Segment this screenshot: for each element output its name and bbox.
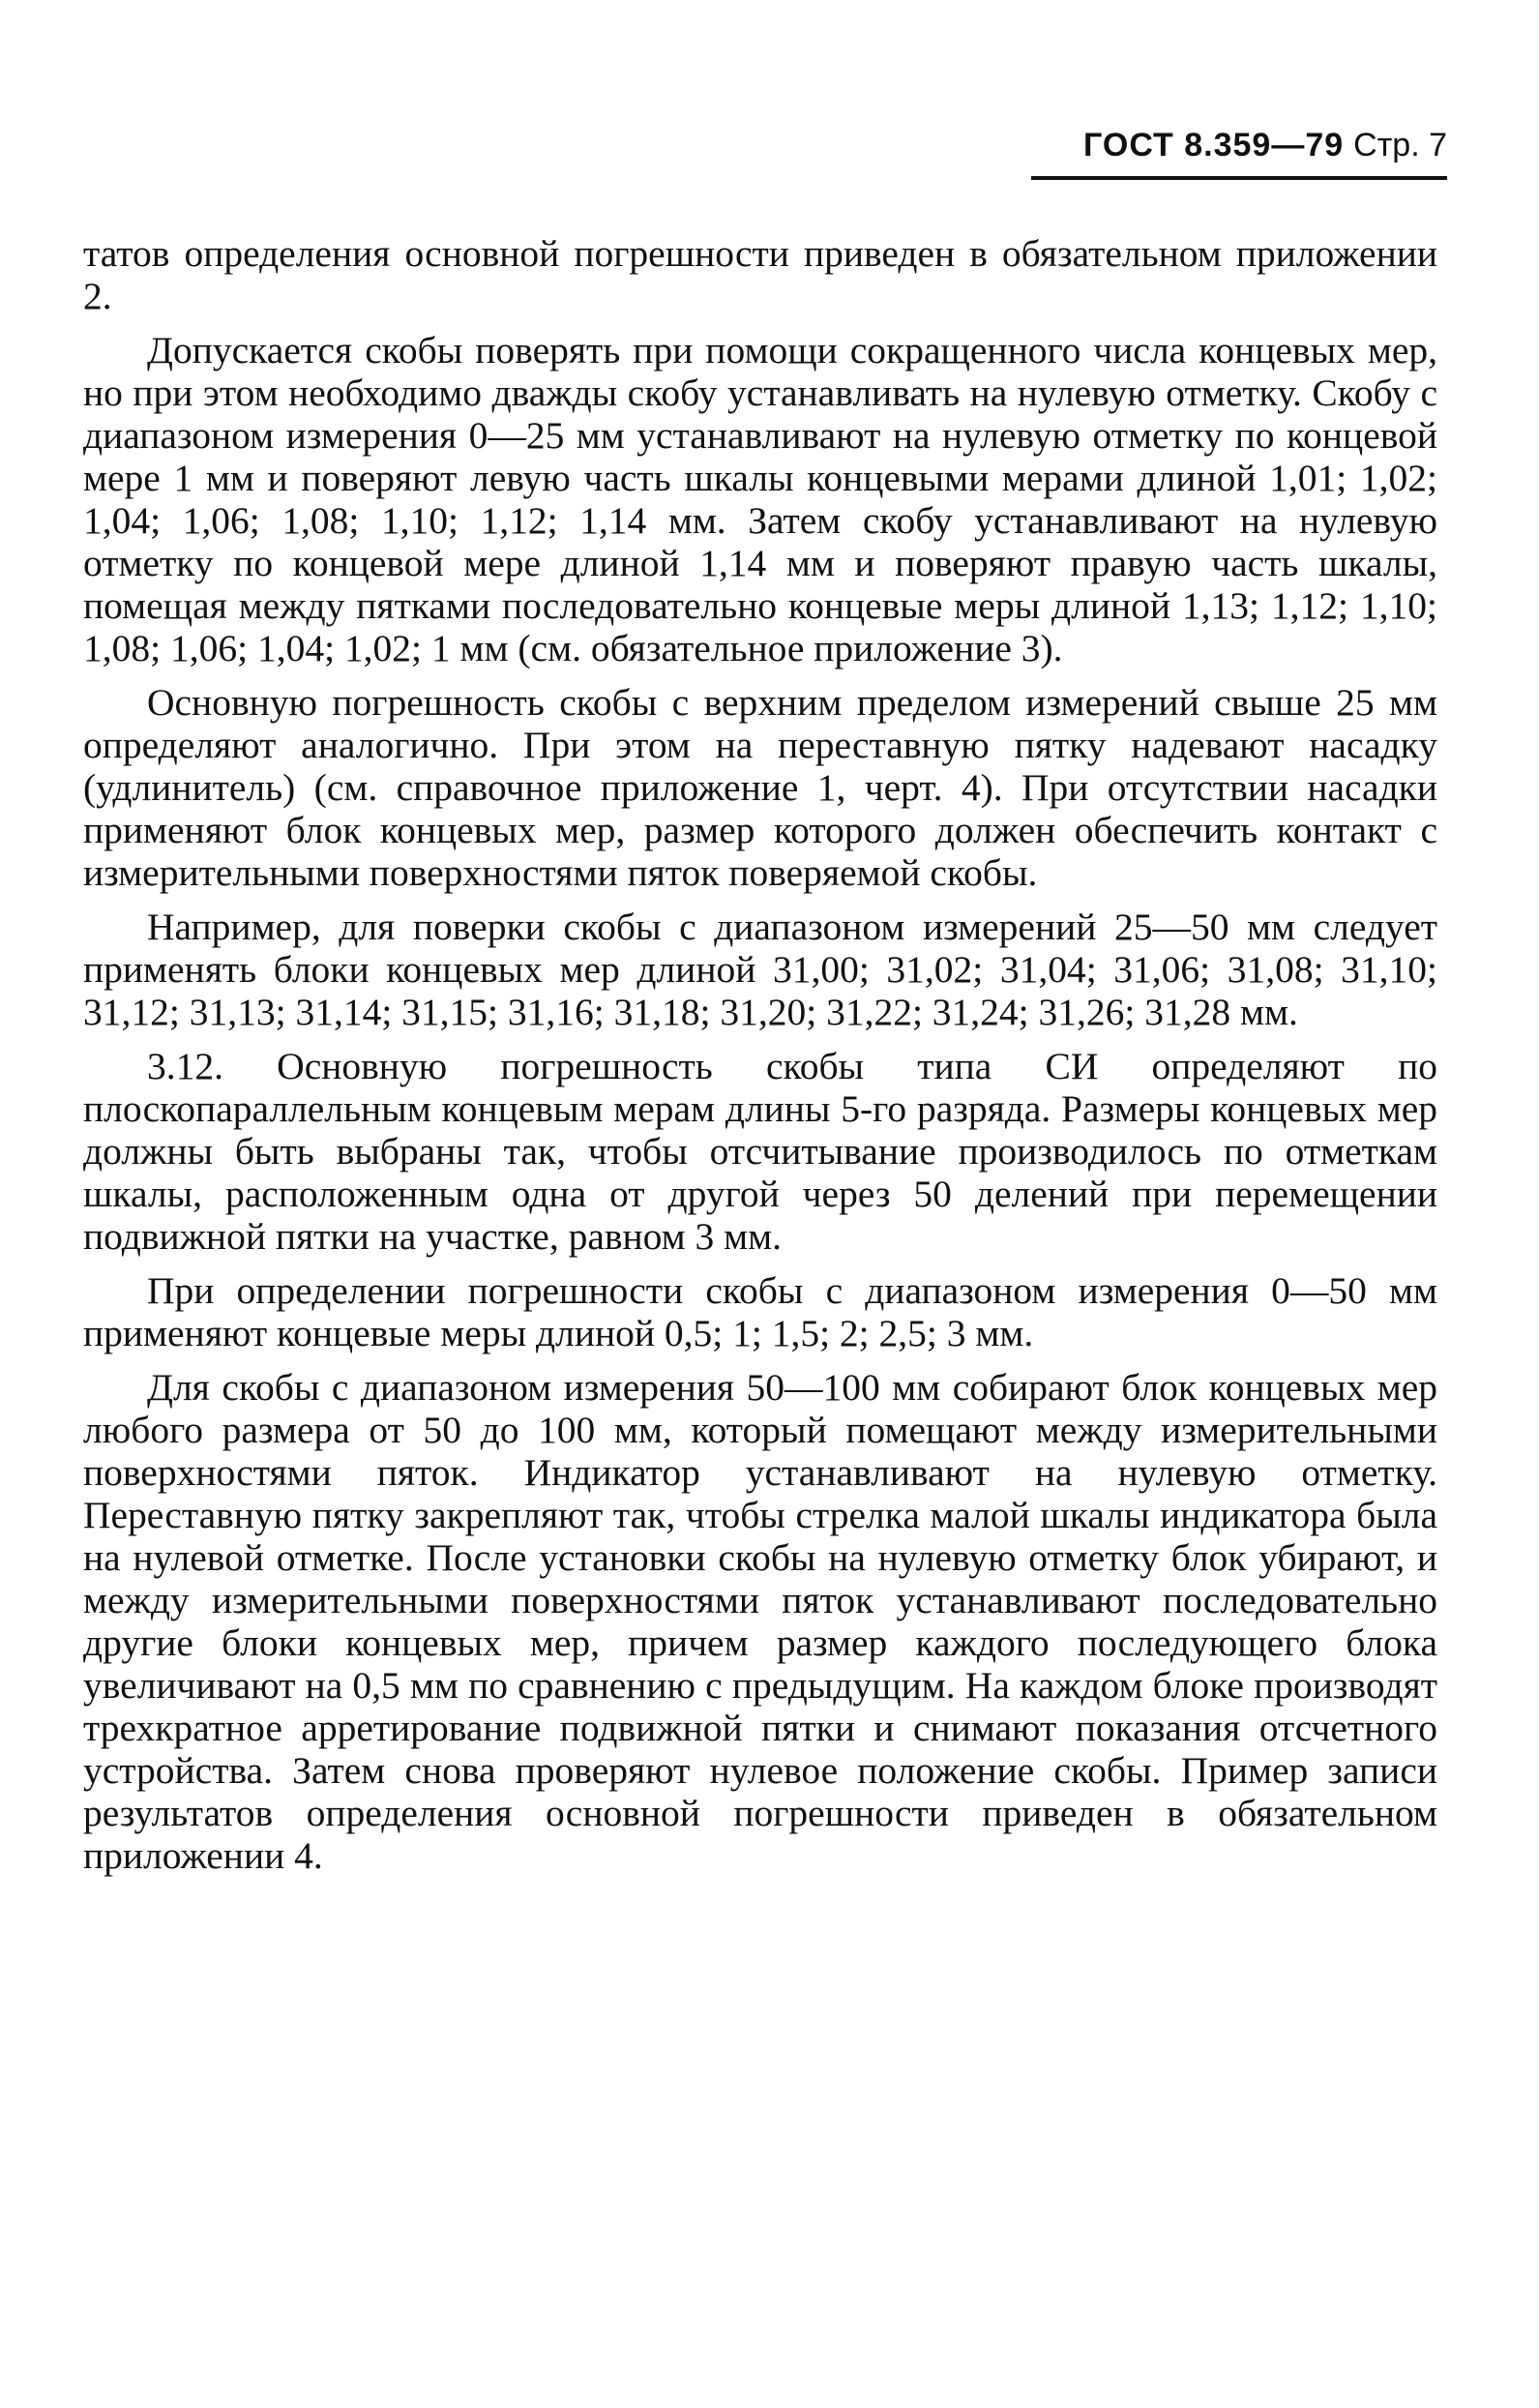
body-text xyxy=(83,232,1437,1888)
paragraph-example: Например, для поверки скобы с диапазоном измерений 25—50 мм следует применять блоки концевых мер длиной 31,00; 31,02; 31,04; 31,06; 31,08; 31,10; 31,12; 31,13; 31,14; 31,15; 31,16; 31,18; 31,20; 31,22; 31,24; 31,26; 31,28 мм. xyxy=(83,906,1437,1033)
page-number: Стр. 7 xyxy=(1353,127,1447,164)
standard-code: ГОСТ 8.359—79 xyxy=(1083,127,1345,164)
paragraph-upper-limit: Основную погрешность скобы с верхним пределом измерений свыше 25 мм определяют аналогично. При этом на переставную пятку надевают насадку (удлинитель) (см. справочное приложение 1, черт. 4). При отсутствии насадки применяют блок концевых мер, размер которого должен обеспечить контакт с измерительными поверхностями пяток поверяемой скобы. xyxy=(83,681,1437,894)
paragraph-continuation: татов определения основной погрешности приведен в обязательном приложении 2. xyxy=(83,232,1437,317)
paragraph-reduced-set: Допускается скобы поверять при помощи сокращенного числа концевых мер, но при этом необходимо дважды скобу устанавливать на нулевую отметку. Скобу с диапазоном измерения 0—25 мм устанавливают на нулевую отметку по концевой мере 1 мм и поверяют левую часть шкалы концевыми мерами длиной 1,01; 1,02; 1,04; 1,06; 1,08; 1,10; 1,12; 1,14 мм. Затем скобу устанавливают на нулевую отметку по концевой мере длиной 1,14 мм и поверяют правую часть шкалы, помещая между пятками последовательно концевые меры длиной 1,13; 1,12; 1,10; 1,08; 1,06; 1,04; 1,02; 1 мм (см. обязательное приложение 3). xyxy=(83,329,1437,669)
running-header xyxy=(1031,124,1447,180)
paragraph-section-3-12: 3.12. Основную погрешность скобы типа СИ определяют по плоскопараллельным концевым мерам длины 5-го разряда. Размеры концевых мер должны быть выбраны так, чтобы отсчитывание производилось по отметкам шкалы, расположенным одна от другой через 50 делений при перемещении подвижной пятки на участке, равном 3 мм. xyxy=(83,1045,1437,1258)
paragraph-range-0-50: При определении погрешности скобы с диапазоном измерения 0—50 мм применяют концевые меры длиной 0,5; 1; 1,5; 2; 2,5; 3 мм. xyxy=(83,1269,1437,1354)
paragraph-range-50-100: Для скобы с диапазоном измерения 50—100 мм собирают блок концевых мер любого размера от 50 до 100 мм, который помещают между измерительными поверхностями пяток. Индикатор устанавливают на нулевую отметку. Переставную пятку закрепляют так, чтобы стрелка малой шкалы индикатора была на нулевой отметке. После установки скобы на нулевую отметку блок убирают, и между измерительными поверхностями пяток устанавливают последовательно другие блоки концевых мер, причем размер каждого последующего блока увеличивают на 0,5 мм по сравнению с предыдущим. На каждом блоке производят трехкратное арретирование подвижной пятки и снимают показания отсчетного устройства. Затем снова проверяют нулевое положение скобы. Пример записи результатов определения основной погрешности приведен в обязательном приложении 4. xyxy=(83,1366,1437,1877)
